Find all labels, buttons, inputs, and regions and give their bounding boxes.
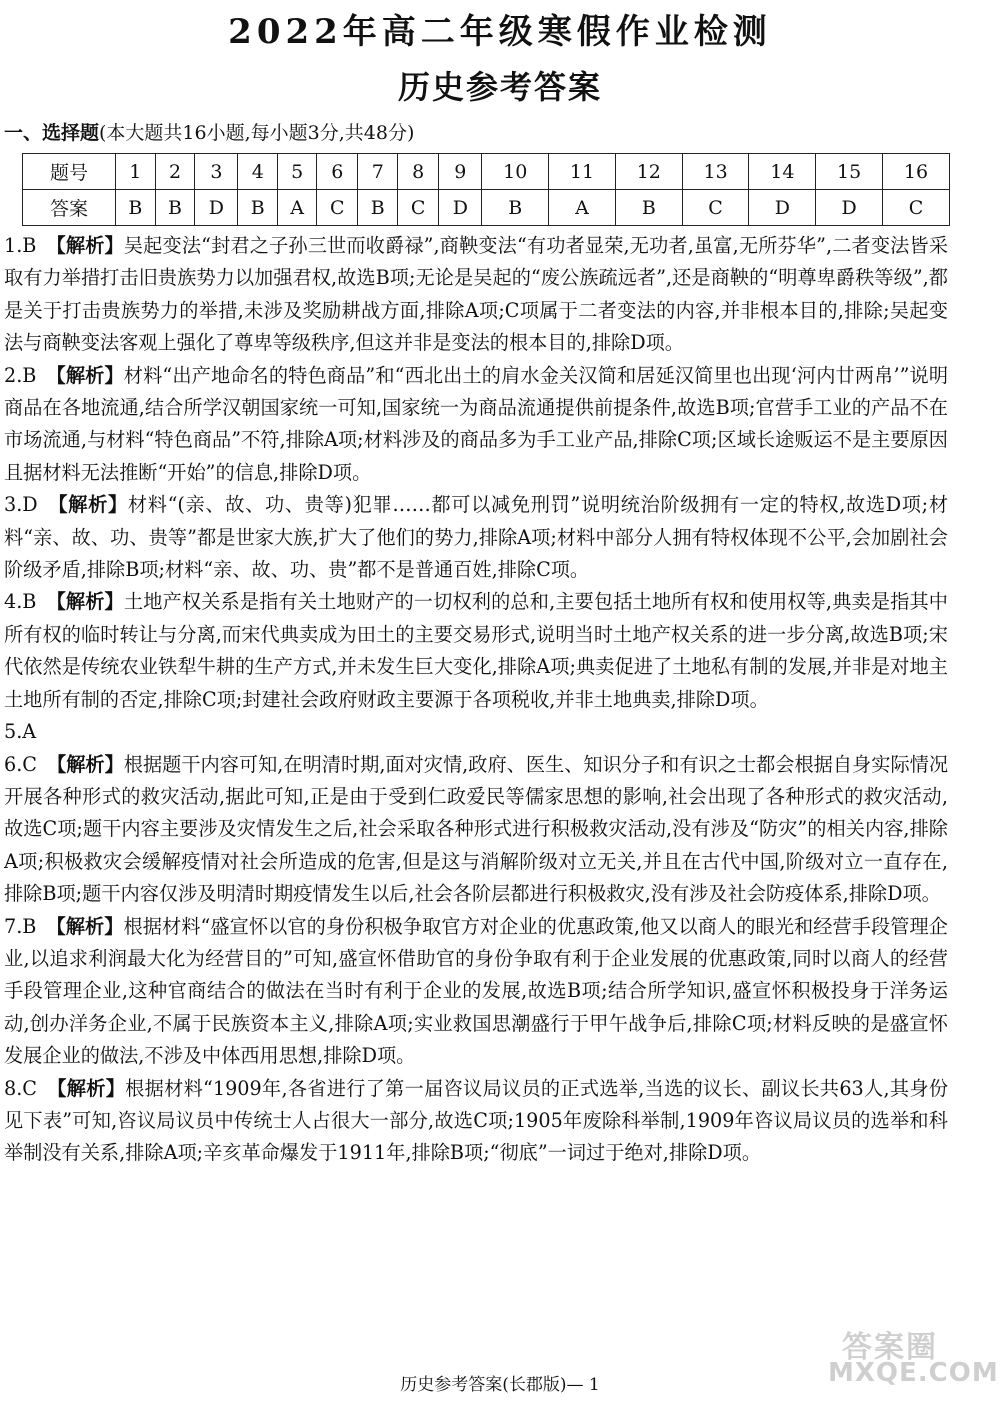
number-row	[23, 154, 950, 190]
analysis-item	[4, 749, 948, 911]
item-number: 1.B	[4, 234, 37, 257]
analysis-item	[4, 1073, 948, 1170]
question-number: 5	[278, 154, 317, 190]
answer-cell: A	[549, 190, 616, 226]
answer-cell: D	[195, 190, 238, 226]
question-number: 2	[155, 154, 195, 190]
question-number: 12	[615, 154, 682, 190]
question-number: 11	[549, 154, 616, 190]
answer-cell: B	[238, 190, 278, 226]
analysis-item	[4, 716, 948, 748]
answer-cell: B	[358, 190, 398, 226]
answer-cell: B	[116, 190, 156, 226]
answer-row	[23, 190, 950, 226]
answer-cell: B	[155, 190, 195, 226]
analysis-text: 根据材料“盛宣怀以官的身份积极争取官方对企业的优惠政策,他又以商人的眼光和经营手段管理企业,以追求利润最大化为经营目的”可知,盛宣怀借助官的身份争取有利于企业发展的优惠政策,同时以商人的经营手段管理企业,这种官商结合的做法在当时有利于企业的发展,故选B项;结合所学知识,盛宣怀积极投身于洋务运动,创办洋务企业,不属于民族资本主义,排除A项;实业救国思潮盛行于甲午战争后,排除C项;材料反映的是盛宣怀发展企业的做法,不涉及中体西用思想,排除D项。	[4, 914, 948, 1068]
question-number: 7	[358, 154, 398, 190]
analysis-text: 吴起变法“封君之子孙三世而收爵禄”,商鞅变法“有功者显荣,无功者,虽富,无所芬华”,二者变法皆采取有力举措打击旧贵族势力以加强君权,故选B项;无论是吴起的“废公族疏远者”,还是商鞅的“明尊卑爵秩等级”,都是关于打击贵族势力的举措,未涉及奖励耕战方面,排除A项;C项属于二者变法的内容,并非根本目的,排除;吴起变法与商鞅变法客观上强化了尊卑等级秩序,但这并非是变法的根本目的,排除D项。	[4, 234, 949, 355]
answer-cell: D	[439, 190, 482, 226]
answer-cell: D	[749, 190, 816, 226]
answer-cell: C	[398, 190, 439, 226]
analysis-item	[4, 230, 948, 360]
analysis-item	[4, 586, 948, 716]
question-number: 10	[482, 154, 549, 190]
analysis-tag: 【解析】	[46, 590, 124, 614]
question-number: 6	[317, 154, 358, 190]
section-label: 一、选择题	[4, 122, 100, 144]
question-number: 4	[238, 154, 278, 190]
answer-cell: C	[317, 190, 358, 226]
question-number: 1	[116, 154, 156, 190]
item-number: 8.C	[4, 1076, 37, 1100]
analysis-tag: 【解析】	[46, 363, 124, 387]
analysis-item	[4, 911, 948, 1073]
question-number: 3	[195, 154, 238, 190]
item-number: 5.A	[4, 720, 37, 744]
analysis-tag: 【解析】	[47, 493, 128, 517]
item-number: 4.B	[4, 590, 37, 614]
page-title: 2022年高二年级寒假作业检测	[228, 12, 772, 52]
analysis-text: 根据题干内容可知,在明清时期,面对灾情,政府、医生、知识分子和有识之士都会根据自身实际情况开展各种形式的救灾活动,据此可知,正是由于受到仁政爱民等儒家思想的影响,社会出现了各种形式的救灾活动,故选C项;题干内容主要涉及灾情发生之后,社会采取各种形式进行积极救灾活动,没有涉及“防灾”的相关内容,排除A项;积极救灾会缓解疫情对社会所造成的危害,但是这与消解阶级对立无关,并且在古代中国,阶级对立一直存在,排除B项;题干内容仅涉及明清时期疫情发生以后,社会各阶层都进行积极救灾,没有涉及社会防疫体系,排除D项。	[4, 752, 949, 906]
analysis-item	[4, 360, 948, 490]
section-heading	[4, 118, 414, 145]
analysis-tag: 【解析】	[46, 914, 124, 938]
analysis-list	[4, 230, 948, 1170]
question-number: 16	[883, 154, 950, 190]
answer-table	[22, 153, 950, 226]
question-number: 15	[816, 154, 883, 190]
analysis-tag: 【解析】	[47, 752, 124, 776]
item-number: 2.B	[4, 363, 37, 387]
watermark-line-2: MXQE.COM	[828, 1358, 999, 1388]
watermark-line-1: 答案圈	[842, 1330, 938, 1365]
analysis-text: 材料“出产地命名的特色商品”和“西北出土的肩水金关汉简和居延汉简里也出现‘河内廿两帛’”说明商品在各地流通,结合所学汉朝国家统一可知,国家统一为商品流通提供前提条件,故选B项;官营手工业的产品不在市场流通,与材料“特色商品”不符,排除A项;材料涉及的商品多为手工业产品,排除C项;区域长途贩运不是主要原因且据材料无法推断“开始”的信息,排除D项。	[4, 363, 949, 484]
page-footer: 历史参考答案(长郡版)— 1	[400, 1375, 600, 1395]
analysis-text: 材料“(亲、故、功、贵等)犯罪……都可以减免刑罚”说明统治阶级拥有一定的特权,故选D项;材料“亲、故、功、贵等”都是世家大族,扩大了他们的势力,排除A项;材料中部分人拥有特权体现不公平,会加剧社会阶级矛盾,排除B项;材料“亲、故、功、贵”都不是普通百姓,排除C项。	[4, 493, 949, 582]
item-number: 3.D	[4, 493, 38, 517]
question-number: 8	[398, 154, 439, 190]
item-number: 6.C	[4, 752, 37, 776]
section-note: (本大题共16小题,每小题3分,共48分)	[99, 122, 415, 144]
analysis-text: 土地产权关系是指有关土地财产的一切权利的总和,主要包括土地所有权和使用权等,典卖是指其中所有权的临时转让与分离,而宋代典卖成为田土的主要交易形式,说明当时土地产权关系的进一步分离,故选B项;宋代依然是传统农业铁犁牛耕的生产方式,并未发生巨大变化,排除A项;典卖促进了土地私有制的发展,并非是对地主土地所有制的否定,排除C项;封建社会政府财政主要源于各项税收,并非土地典卖,排除D项。	[4, 590, 948, 711]
analysis-tag: 【解析】	[47, 1076, 126, 1100]
answer-cell: B	[482, 190, 549, 226]
question-number: 9	[439, 154, 482, 190]
page-subtitle: 历史参考答案	[397, 68, 602, 106]
analysis-item	[4, 489, 948, 586]
answer-cell: C	[682, 190, 749, 226]
answer-cell: D	[816, 190, 883, 226]
question-number: 13	[682, 154, 749, 190]
analysis-text: 根据材料“1909年,各省进行了第一届咨议局议员的正式选举,当选的议长、副议长共63人,其身份见下表”可知,咨议局议员中传统士人占很大一部分,故选C项;1905年废除科举制,1909年咨议局议员的选举和科举制没有关系,排除A项;辛亥革命爆发于1911年,排除B项;“彻底”一词过于绝对,排除D项。	[4, 1076, 949, 1165]
answer-row-label: 答案	[23, 190, 116, 226]
analysis-tag: 【解析】	[46, 234, 124, 257]
question-number: 14	[749, 154, 816, 190]
answer-cell: B	[615, 190, 682, 226]
item-number: 7.B	[4, 914, 37, 938]
answer-cell: A	[278, 190, 317, 226]
answer-cell: C	[883, 190, 950, 226]
number-row-label: 题号	[23, 154, 116, 190]
